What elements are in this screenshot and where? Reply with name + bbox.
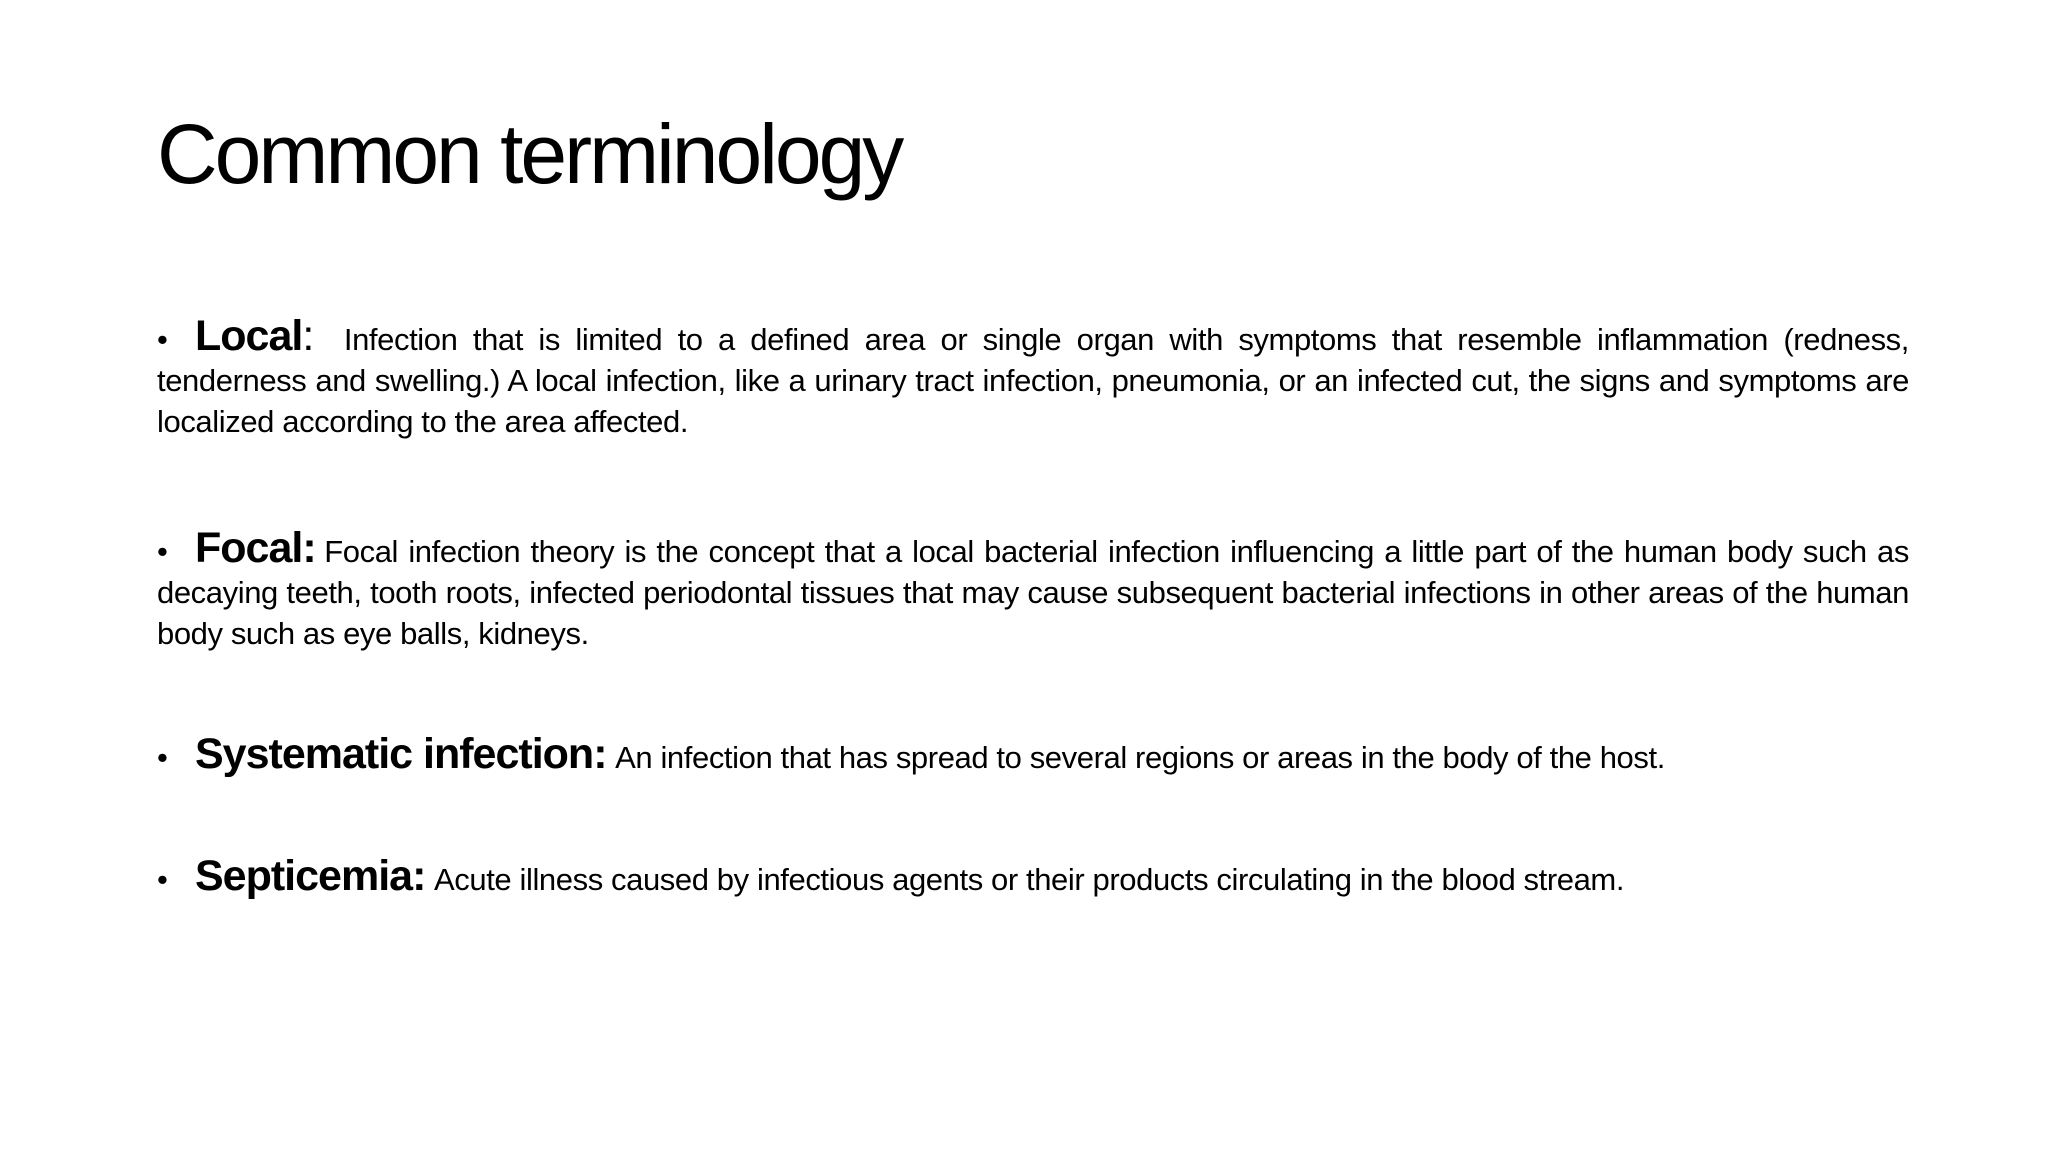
definition-systematic-infection: An infection that has spread to several regions or areas in the body of the host. — [615, 740, 1665, 775]
term-local: Local — [195, 312, 303, 360]
bullet-dot: • — [157, 740, 168, 775]
bullet-item-systematic-infection — [157, 730, 1909, 778]
definition-focal: Focal infection theory is the concept that a local bacterial infection influencing a little part of the human body such as decaying teeth, tooth roots, infected periodontal tissues that may cause subsequent bacterial infections in other areas of the human body such as eye balls, kidneys. — [157, 534, 1909, 651]
definition-septicemia: Acute illness caused by infectious agents or their products circulating in the blood stream. — [433, 862, 1625, 897]
slide-title: Common terminology — [157, 107, 902, 201]
bullet-item-septicemia — [157, 852, 1909, 900]
term-colon: : — [593, 730, 608, 778]
term-colon: : — [302, 312, 314, 360]
term-colon: : — [302, 524, 317, 572]
bullet-item-local — [157, 312, 1909, 442]
term-systematic-infection: Systematic infection — [195, 730, 594, 778]
bullet-dot: • — [157, 862, 168, 897]
definition-local: Infection that is limited to a defined area or single organ with symptoms that resemble inflammation (redness, tenderness and swelling.) A local infection, like a urinary tract infection, pneumonia, or an infected cut, the signs and symptoms are localized according to the area affected. — [157, 322, 1909, 439]
term-septicemia: Septicemia — [195, 852, 413, 900]
term-colon: : — [412, 852, 426, 900]
bullet-dot: • — [157, 322, 168, 357]
term-focal: Focal — [195, 524, 303, 572]
bullet-item-focal — [157, 524, 1909, 654]
bullet-dot: • — [157, 534, 168, 569]
bullet-list — [157, 300, 1909, 900]
